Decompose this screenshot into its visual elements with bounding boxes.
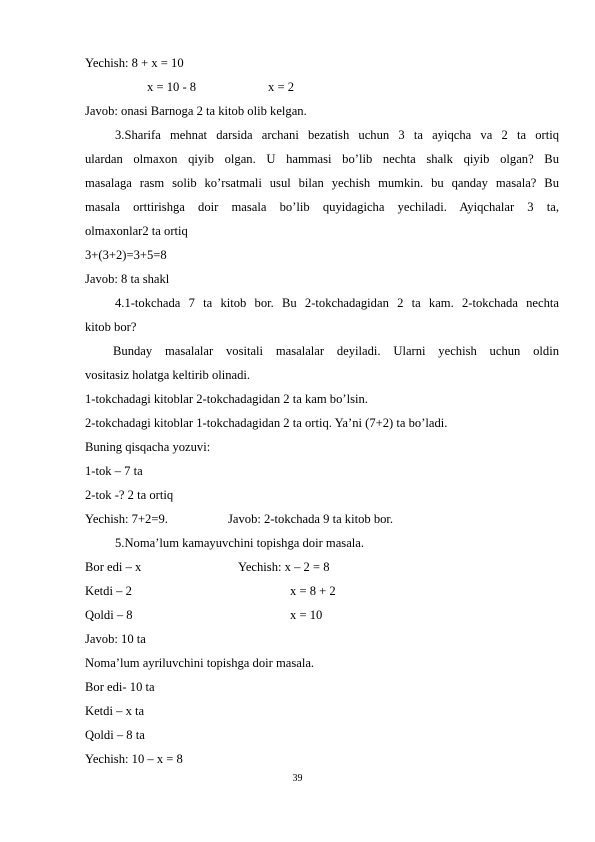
solution-line-2-step: x = 10 - 8 [147, 80, 197, 94]
problem3-line-2: ulardan olmaxon qiyib olgan. U hammasi bo’lib nechta shalk qiyib olgan? Bu [85, 152, 559, 166]
problem3-line-4: masala orttirishga doir masala bo’lib quyidagicha yechiladi. Ayiqchalar 3 ta, [85, 200, 559, 214]
given-line-4: Bor edi- 10 ta [85, 680, 155, 694]
given-line-6: Qoldi – 8 ta [85, 728, 145, 742]
statement-line-1: 1-tokchadagi kitoblar 2-tokchadagidan 2 ta kam bo’lsin. [85, 392, 368, 406]
explanation-line-1: Bunday masalalar vositali masalalar deyiladi. Ularni yechish uchun oldin [113, 344, 559, 358]
problem6-heading: Noma’lum ayriluvchini topishga doir masala. [85, 656, 315, 670]
given-line-5: Ketdi – x ta [85, 704, 145, 718]
solution-line-2-result: x = 2 [268, 80, 294, 94]
solution-step-2: x = 8 + 2 [290, 584, 336, 598]
statement-line-2: 2-tokchadagi kitoblar 1-tokchadagidan 2 ta ortiq. Ya’ni (7+2) ta bo’ladi. [85, 416, 448, 430]
given-line-3: Qoldi – 8 [85, 608, 133, 622]
given-line-2: Ketdi – 2 [85, 584, 132, 598]
page-number: 39 [292, 773, 303, 784]
solution-line-4: Yechish: 10 – x = 8 [85, 752, 183, 766]
solution-line-1: Yechish: 8 + x = 10 [85, 56, 184, 70]
problem4-line-1: 4.1-tokchada 7 ta kitob bor. Bu 2-tokchadagidan 2 ta kam. 2-tokchada nechta [115, 296, 559, 310]
explanation-line-2: vositasiz holatga keltirib olinadi. [85, 368, 251, 382]
problem3-line-1: 3.Sharifa mehnat darsida archani bezatish uchun 3 ta ayiqcha va 2 ta ortiq [115, 128, 559, 142]
solution-step-3: x = 10 [290, 608, 323, 622]
equation-line: 3+(3+2)=3+5=8 [85, 248, 167, 262]
answer-line-1: Javob: onasi Barnoga 2 ta kitob olib kelgan. [85, 104, 307, 118]
answer-line-4: Javob: 10 ta [85, 632, 146, 646]
given-line-1: Bor edi – x [85, 560, 142, 574]
problem4-line-2: kitob bor? [85, 320, 137, 334]
problem3-line-3: masalaga rasm solib ko’rsatmali usul bilan yechish mumkin. bu qanday masala? Bu [85, 176, 559, 190]
problem5-heading: 5.Noma’lum kamayuvchini topishga doir masala. [115, 536, 365, 550]
answer-line-2: Javob: 8 ta shakl [85, 272, 170, 286]
statement-line-3: Buning qisqacha yozuvi: [85, 440, 211, 454]
solution-step-1: Yechish: x – 2 = 8 [238, 560, 330, 574]
short-note-line-2: 2-tok -? 2 ta ortiq [85, 488, 174, 502]
answer-line-3: Javob: 2-tokchada 9 ta kitob bor. [228, 512, 394, 526]
problem3-line-5: olmaxonlar2 ta ortiq [85, 224, 188, 238]
solution-line-3: Yechish: 7+2=9. [85, 512, 168, 526]
short-note-line-1: 1-tok – 7 ta [85, 464, 143, 478]
